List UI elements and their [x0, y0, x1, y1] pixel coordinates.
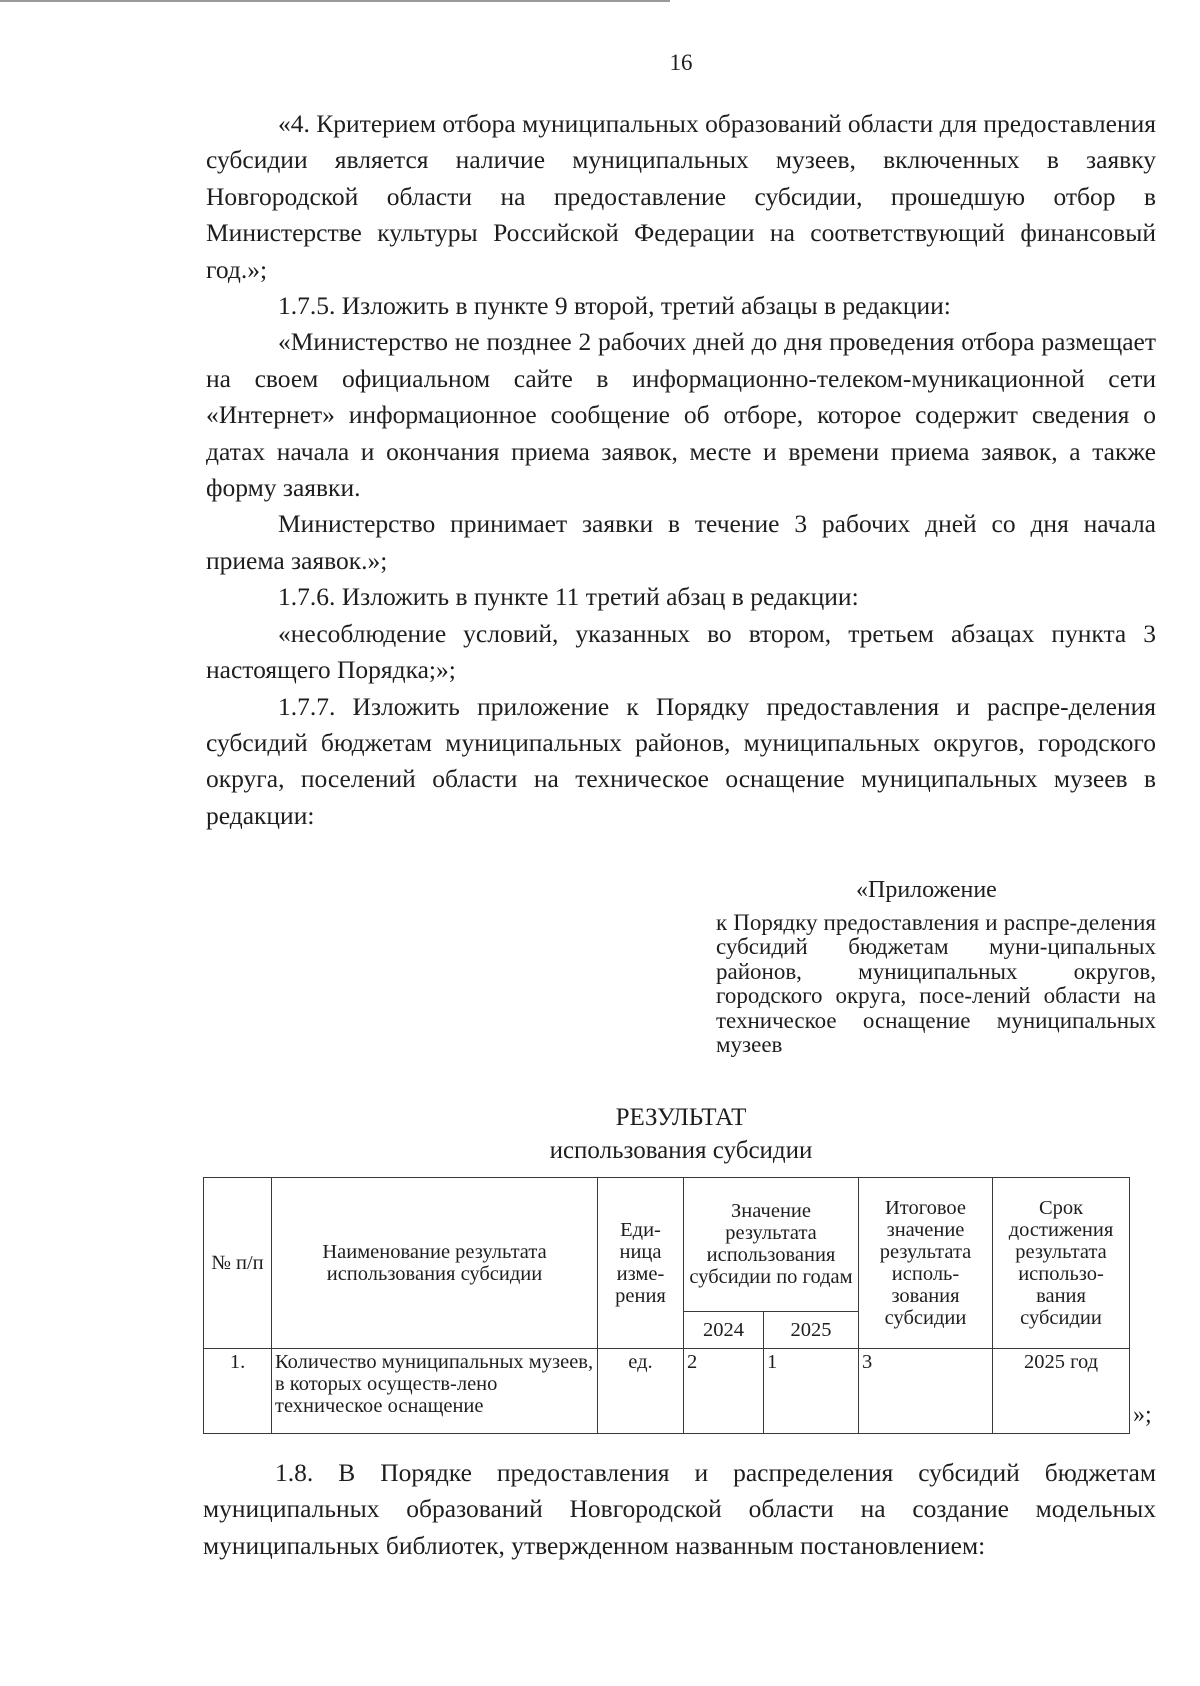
appendix-title: «Приложение [856, 877, 997, 903]
paragraph-ministry-accepts: Министерство принимает заявки в течение 3 рабочих дней со дня начала приема заявок.»; [206, 509, 1156, 575]
header-year-2025: 2025 [764, 1311, 859, 1348]
closing-quote-mark: »; [1133, 1402, 1152, 1428]
cell-final: 3 [859, 1349, 993, 1434]
paragraph-criterion: «4. Критерием отбора муниципальных образований области для предоставления субсидии является наличие муниципальных музеев, включенных в заявку Новгородской области на предоставление субсидии, прошедшую отбор в Министерстве культуры Российской Федерации на соответствующий финансовый год.»; [206, 109, 1156, 284]
paragraph-1-7-7: 1.7.7. Изложить приложение к Порядку предоставления и распре-деления субсидий бюджетам муниципальных районов, муниципальных округов, городского округа, поселений области на техническое оснащение муниципальных музеев в редакции: [206, 691, 1156, 830]
table-row [204, 1349, 1130, 1434]
cell-value-2024: 2 [684, 1349, 764, 1434]
header-name: Наименование результата использования субсидии [272, 1178, 598, 1349]
header-value: Значение результата использования субсидии по годам [684, 1178, 859, 1312]
paragraph-noncompliance: «несоблюдение условий, указанных во втором, третьем абзацах пункта 3 настоящего Порядка;»; [206, 618, 1156, 685]
paragraph-1-7-6: 1.7.6. Изложить в пункте 11 третий абзац в редакции: [278, 582, 859, 612]
header-year-2024: 2024 [684, 1311, 764, 1348]
page-number: 16 [669, 50, 693, 75]
cell-deadline: 2025 год [993, 1349, 1130, 1434]
paragraph-ministry-notice: «Министерство не позднее 2 рабочих дней до дня проведения отбора размещает на своем официальном сайте в информационно-телеком-муникационной сети «Интернет» информационное сообщение об отборе, которое содержит сведения о датах начала и окончания приема заявок, месте и времени приема заявок, а также форму заявки. [206, 327, 1156, 503]
final-text [203, 1455, 1156, 1564]
top-rule [0, 0, 670, 2]
appendix-block [716, 878, 1156, 1058]
cell-num: 1. [204, 1349, 272, 1434]
header-num: № п/п [204, 1178, 272, 1349]
appendix-body: к Порядку предоставления и распре-деления субсидий бюджетам муни-ципальных районов, муниципальных округов, городского округа, посе-лений области на техническое оснащение муниципальных музеев [716, 909, 1156, 1057]
cell-unit: ед. [598, 1349, 684, 1434]
body-text [206, 106, 1156, 834]
result-subtitle: использования субсидии [549, 1137, 813, 1164]
cell-name: Количество муниципальных музеев, в которых осуществ-лено техническое оснащение [272, 1349, 598, 1434]
result-table [203, 1177, 1130, 1434]
cell-value-2025: 1 [764, 1349, 859, 1434]
table-header-row [204, 1178, 1130, 1312]
paragraph-1-8: 1.8. В Порядке предоставления и распределения субсидий бюджетам муниципальных образований Новгородской области на создание модельных муниципальных библиотек, утвержденном названным постановлением: [203, 1458, 1156, 1560]
paragraph-1-7-5: 1.7.5. Изложить в пункте 9 второй, третий абзацы в редакции: [278, 291, 951, 321]
header-deadline: Срок достижения результата использо-вания субсидии [993, 1178, 1130, 1349]
header-unit: Еди-ница изме-рения [598, 1178, 684, 1349]
result-title: РЕЗУЛЬТАТ [615, 1104, 747, 1131]
header-final: Итоговое значение результата исполь-зования субсидии [859, 1178, 993, 1349]
